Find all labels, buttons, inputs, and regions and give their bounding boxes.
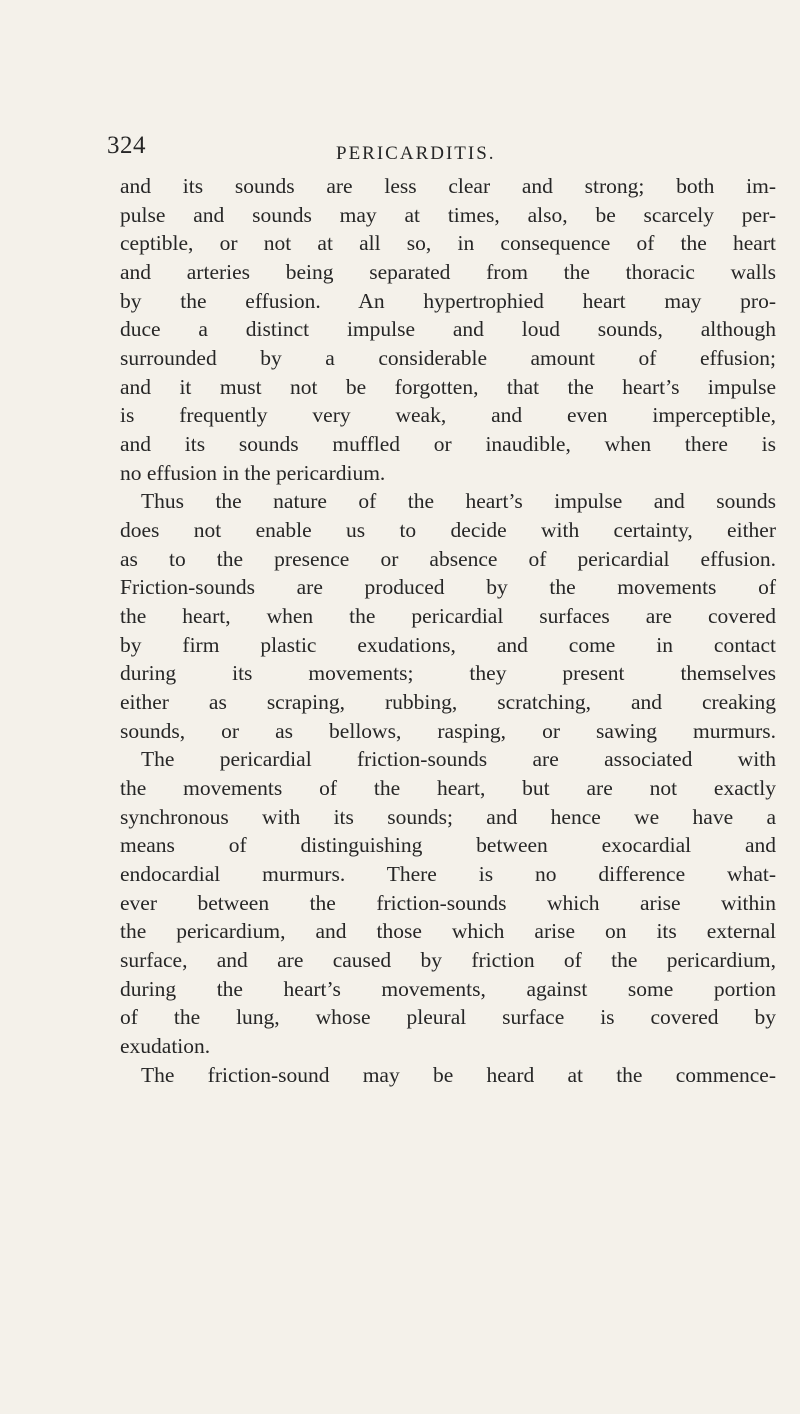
text-line: surface, and are caused by friction of the pericardium,	[120, 948, 776, 973]
text-line: and its sounds muffled or inaudible, when there is	[120, 432, 776, 457]
text-line: ever between the friction-sounds which arise within	[120, 890, 776, 915]
text-line: and it must not be forgotten, that the heart’s impulse	[120, 374, 776, 399]
text-line: of the lung, whose pleural surface is covered by	[120, 1005, 776, 1030]
text-line: as to the presence or absence of pericardial effusion.	[120, 546, 776, 571]
text-line: ceptible, or not at all so, in consequence of the heart	[120, 231, 776, 256]
running-head: PERICARDITIS.	[336, 143, 496, 164]
text-line: The friction-sound may be heard at the commence-	[141, 1062, 776, 1087]
text-line: is frequently very weak, and even imperceptible,	[120, 403, 776, 428]
text-line: sounds, or as bellows, rasping, or sawing murmurs.	[120, 718, 776, 743]
text-line: and arteries being separated from the thoracic walls	[120, 260, 776, 285]
text-line: The pericardial friction-sounds are associated with	[141, 747, 776, 772]
text-line: during the heart’s movements, against some portion	[120, 976, 776, 1001]
text-line: no effusion in the pericardium.	[120, 460, 386, 485]
page-number: 324	[107, 132, 146, 159]
text-line: exudation.	[120, 1034, 211, 1059]
text-line: the movements of the heart, but are not exactly	[120, 776, 776, 801]
text-line: and its sounds are less clear and strong; both im-	[120, 174, 776, 198]
text-line: the heart, when the pericardial surfaces are covered	[120, 604, 776, 629]
text-line: Thus the nature of the heart’s impulse and sounds	[141, 489, 776, 514]
text-line: endocardial murmurs. There is no difference what-	[120, 862, 776, 887]
text-line: the pericardium, and those which arise on its external	[120, 919, 776, 944]
text-line: does not enable us to decide with certainty, either	[120, 518, 776, 543]
text-line: by firm plastic exudations, and come in contact	[120, 632, 776, 657]
text-line: during its movements; they present themselves	[120, 661, 776, 686]
text-line: duce a distinct impulse and loud sounds, although	[120, 317, 776, 342]
text-line: surrounded by a considerable amount of effusion;	[120, 346, 776, 371]
text-line: means of distinguishing between exocardial and	[120, 833, 776, 858]
text-line: either as scraping, rubbing, scratching, and creaking	[120, 690, 776, 715]
text-line: synchronous with its sounds; and hence we have a	[120, 804, 776, 829]
text-line: by the effusion. An hypertrophied heart may pro-	[120, 288, 776, 313]
text-line: Friction-sounds are produced by the movements of	[120, 575, 776, 600]
text-line: pulse and sounds may at times, also, be scarcely per-	[120, 202, 776, 227]
body-text	[120, 172, 776, 1090]
